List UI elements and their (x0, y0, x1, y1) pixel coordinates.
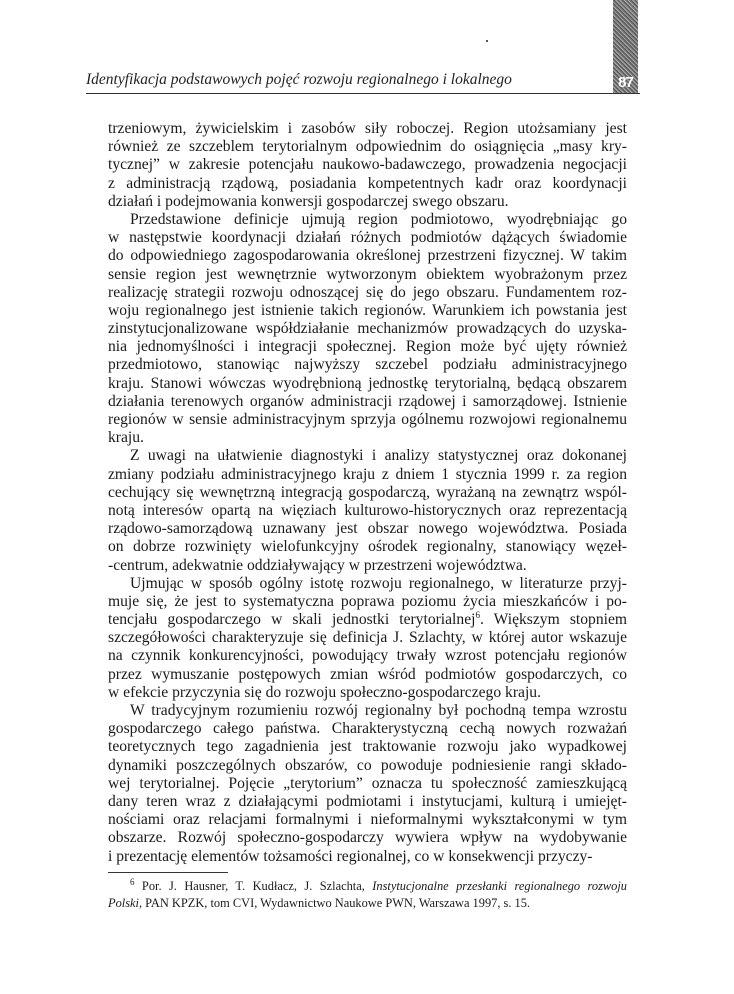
text-line (108, 247, 627, 265)
footnote-line-1 (108, 878, 627, 895)
text-line (108, 156, 627, 174)
text-line-content: szczegółowości charakteryzuje się definicja J. Szlachty, w której autor wskazuje (108, 629, 627, 647)
page-number-thumb-tab (613, 0, 638, 93)
text-line-content: kraju. Stanowi wówczas wyodrębnioną jednostkę terytorialną, będącą obszarem (108, 374, 627, 392)
text-line (108, 520, 627, 538)
text-line-content: woju regionalnego jest istnienie takich regionów. Warunkiem ich powstania jest (108, 301, 627, 319)
text-line-content: W tradycyjnym rozumieniu rozwój regionalny był pochodną tempa wzrostu (130, 702, 627, 719)
text-line (108, 684, 627, 702)
text-line (108, 466, 627, 484)
text-line-content: działań i podejmowania konwersji gospodarczej swego obszaru. (108, 192, 509, 210)
text-line (108, 557, 627, 575)
text-line (108, 593, 627, 611)
footnote-title: Instytucjonalne przesłanki regionalnego rozwoju (372, 879, 627, 893)
text-line-content: dany teren wraz z działającymi podmiotami i instytucjami, kulturą i umiejęt- (108, 792, 627, 810)
text-line-content: przez wymuszanie postępowych zmian wśród podmiotów gospodarczych, co (108, 665, 627, 683)
text-line-content: wej terytorialnej. Pojęcie „terytorium” oznacza tu społeczność zamieszkującą (108, 774, 627, 792)
scan-speck (486, 40, 488, 42)
text-line-content: z administracją rządową, posiadania kompetentnych kadr oraz koordynacji (108, 174, 627, 192)
text-line (108, 120, 627, 138)
text-line-content: dynamiki poszczególnych obszarów, co powoduje podniesienie rangi składo- (108, 756, 627, 774)
text-line-content: rządowo-samorządową uznawany jest obszar nowego województwa. Posiada (108, 520, 627, 538)
text-line-content: Przedstawione definicje ujmują region podmiotowo, wyodrębniając go (130, 210, 627, 228)
footnote-line-2 (108, 895, 627, 912)
text-line-content: zmiany podziału administracyjnego kraju z dniem 1 stycznia 1999 r. za region (108, 465, 627, 483)
text-line-content: do odpowiedniego zagospodarowania określonej przestrzeni fizycznej. W takim (108, 247, 627, 265)
text-line-content: notą interesów opartą na więziach kulturowo-historycznych oraz reprezentacją (108, 501, 627, 519)
text-line (108, 666, 627, 684)
text-line-content: obszarze. Rozwój społeczno-gospodarczy wywiera wpływ na wydobywanie (108, 829, 627, 847)
text-line (108, 757, 627, 775)
text-line (108, 502, 627, 520)
text-line (108, 284, 627, 302)
body-text (108, 120, 627, 866)
text-line-content: działania terenowych organów administracji rządowej i samorządowej. Istnienie (108, 392, 627, 410)
text-line (108, 484, 627, 502)
text-line-content: muje się, że jest to systematyczna poprawa poziomu życia mieszkańców i po- (108, 592, 627, 610)
text-line (108, 356, 627, 374)
text-line-content: zinstytucjonalizowane współdziałanie mechanizmów prowadzących do uzyska- (108, 320, 627, 338)
text-line (108, 393, 627, 411)
text-line-content: nościami oraz relacjami formalnymi i nieformalnymi wykształconymi w tym (108, 811, 627, 829)
text-line (108, 229, 627, 247)
text-line (108, 138, 627, 156)
text-line (108, 338, 627, 356)
text-line-content: Ujmując w sposób ogólny istotę rozwoju regionalnego, w literaturze przyj- (130, 574, 627, 592)
text-line-content: w efekcie przyczynia się do rozwoju społeczno-gospodarczego kraju. (108, 683, 541, 701)
text-line (108, 447, 627, 465)
text-line (108, 538, 627, 556)
text-line-content: również ze szczeblem terytorialnym odpowiednim do osiągnięcia „masy kry- (108, 138, 627, 156)
text-line-content: gospodarczego całego państwa. Charakterystyczną cechą nowych rozważań (108, 720, 627, 738)
text-line (108, 302, 627, 320)
page-number: 87 (618, 74, 633, 91)
header-rule (86, 93, 640, 94)
footnote-number: 6 (130, 876, 135, 887)
text-line (108, 193, 627, 211)
text-line-content: teoretycznych tego zagadnienia jest traktowanie rozwoju jako wypadkowej (108, 738, 627, 756)
text-line (108, 647, 627, 665)
text-line-content: nia jednomyślności i integracji społecznej. Region może być ujęty również (108, 338, 627, 356)
text-line (108, 266, 627, 284)
text-line-content: kraju. (108, 429, 144, 447)
text-line-content: realizację strategii rozwoju odnoszącej się do jego obszaru. Fundamentem roz- (108, 283, 627, 301)
footnote-separator (108, 872, 228, 873)
text-line-content: tycznej” w zakresie potencjału naukowo-badawczego, prowadzenia negocjacji (108, 156, 627, 174)
text-line (108, 793, 627, 811)
text-line-content: regionów w sensie administracyjnym sprzyja ogólnemu rozwojowi regionalnemu (108, 411, 627, 428)
footnote-authors: Por. J. Hausner, T. Kudłacz, J. Szlachta, (134, 879, 373, 893)
text-line-content: Z uwagi na ułatwienie diagnostyki i analizy statystycznej oraz dokonanej (130, 447, 627, 465)
text-line (108, 738, 627, 756)
text-line-content: -centrum, adekwatnie oddziaływający w przestrzeni województwa. (108, 556, 527, 574)
text-line (108, 211, 627, 229)
text-line (108, 811, 627, 829)
footnote (108, 878, 627, 912)
text-line (108, 702, 627, 720)
text-line-content: on dobrze rozwinięty wielofunkcyjny ośrodek regionalny, stanowiący węzeł- (108, 538, 627, 556)
text-line (108, 848, 627, 866)
text-line (108, 629, 627, 647)
footnote-publisher: , PAN KPZK, tom CVI, Wydawnictwo Naukowe PWN, Warszawa 1997, s. 15. (138, 896, 531, 910)
footnote-title-cont: Polski (108, 896, 139, 910)
text-line (108, 320, 627, 338)
text-line (108, 175, 627, 193)
text-line-content: . Większym stopniem (479, 611, 627, 629)
text-line (108, 575, 627, 593)
text-line-content: przedmiotowo, stanowiąc najwyższy szczebel podziału administracyjnego (108, 356, 627, 374)
text-line-content: sensie region jest wewnętrznie wytworzonym obiektem wyobrażonym przez (108, 265, 627, 283)
text-line (108, 429, 627, 447)
footnote-reference: 6 (475, 609, 480, 620)
text-line (108, 775, 627, 793)
text-line-content: tencjału gospodarczego w skali jednostki terytorialnej (108, 611, 476, 629)
text-line (108, 611, 627, 629)
text-line-content: trzeniowym, żywicielskim i zasobów siły roboczej. Region utożsamiany jest (108, 120, 627, 137)
text-line-content: na czynnik konkurencyjności, powodujący trwały wzrost potencjału regionów (108, 647, 627, 665)
text-line-content: i prezentację elementów tożsamości regionalnej, co w konsekwencji przyczy- (108, 847, 593, 865)
text-line-content: w następstwie koordynacji działań różnych podmiotów dążących świadomie (108, 229, 627, 247)
text-line (108, 411, 627, 429)
running-head-title: Identyfikacja podstawowych pojęć rozwoju regionalnego i lokalnego (86, 71, 512, 88)
text-line-content: cechujący się wewnętrzną integracją gospodarczą, wyrażaną na zewnątrz wspól- (108, 483, 627, 501)
text-line (108, 375, 627, 393)
text-line (108, 720, 627, 738)
text-line (108, 829, 627, 847)
